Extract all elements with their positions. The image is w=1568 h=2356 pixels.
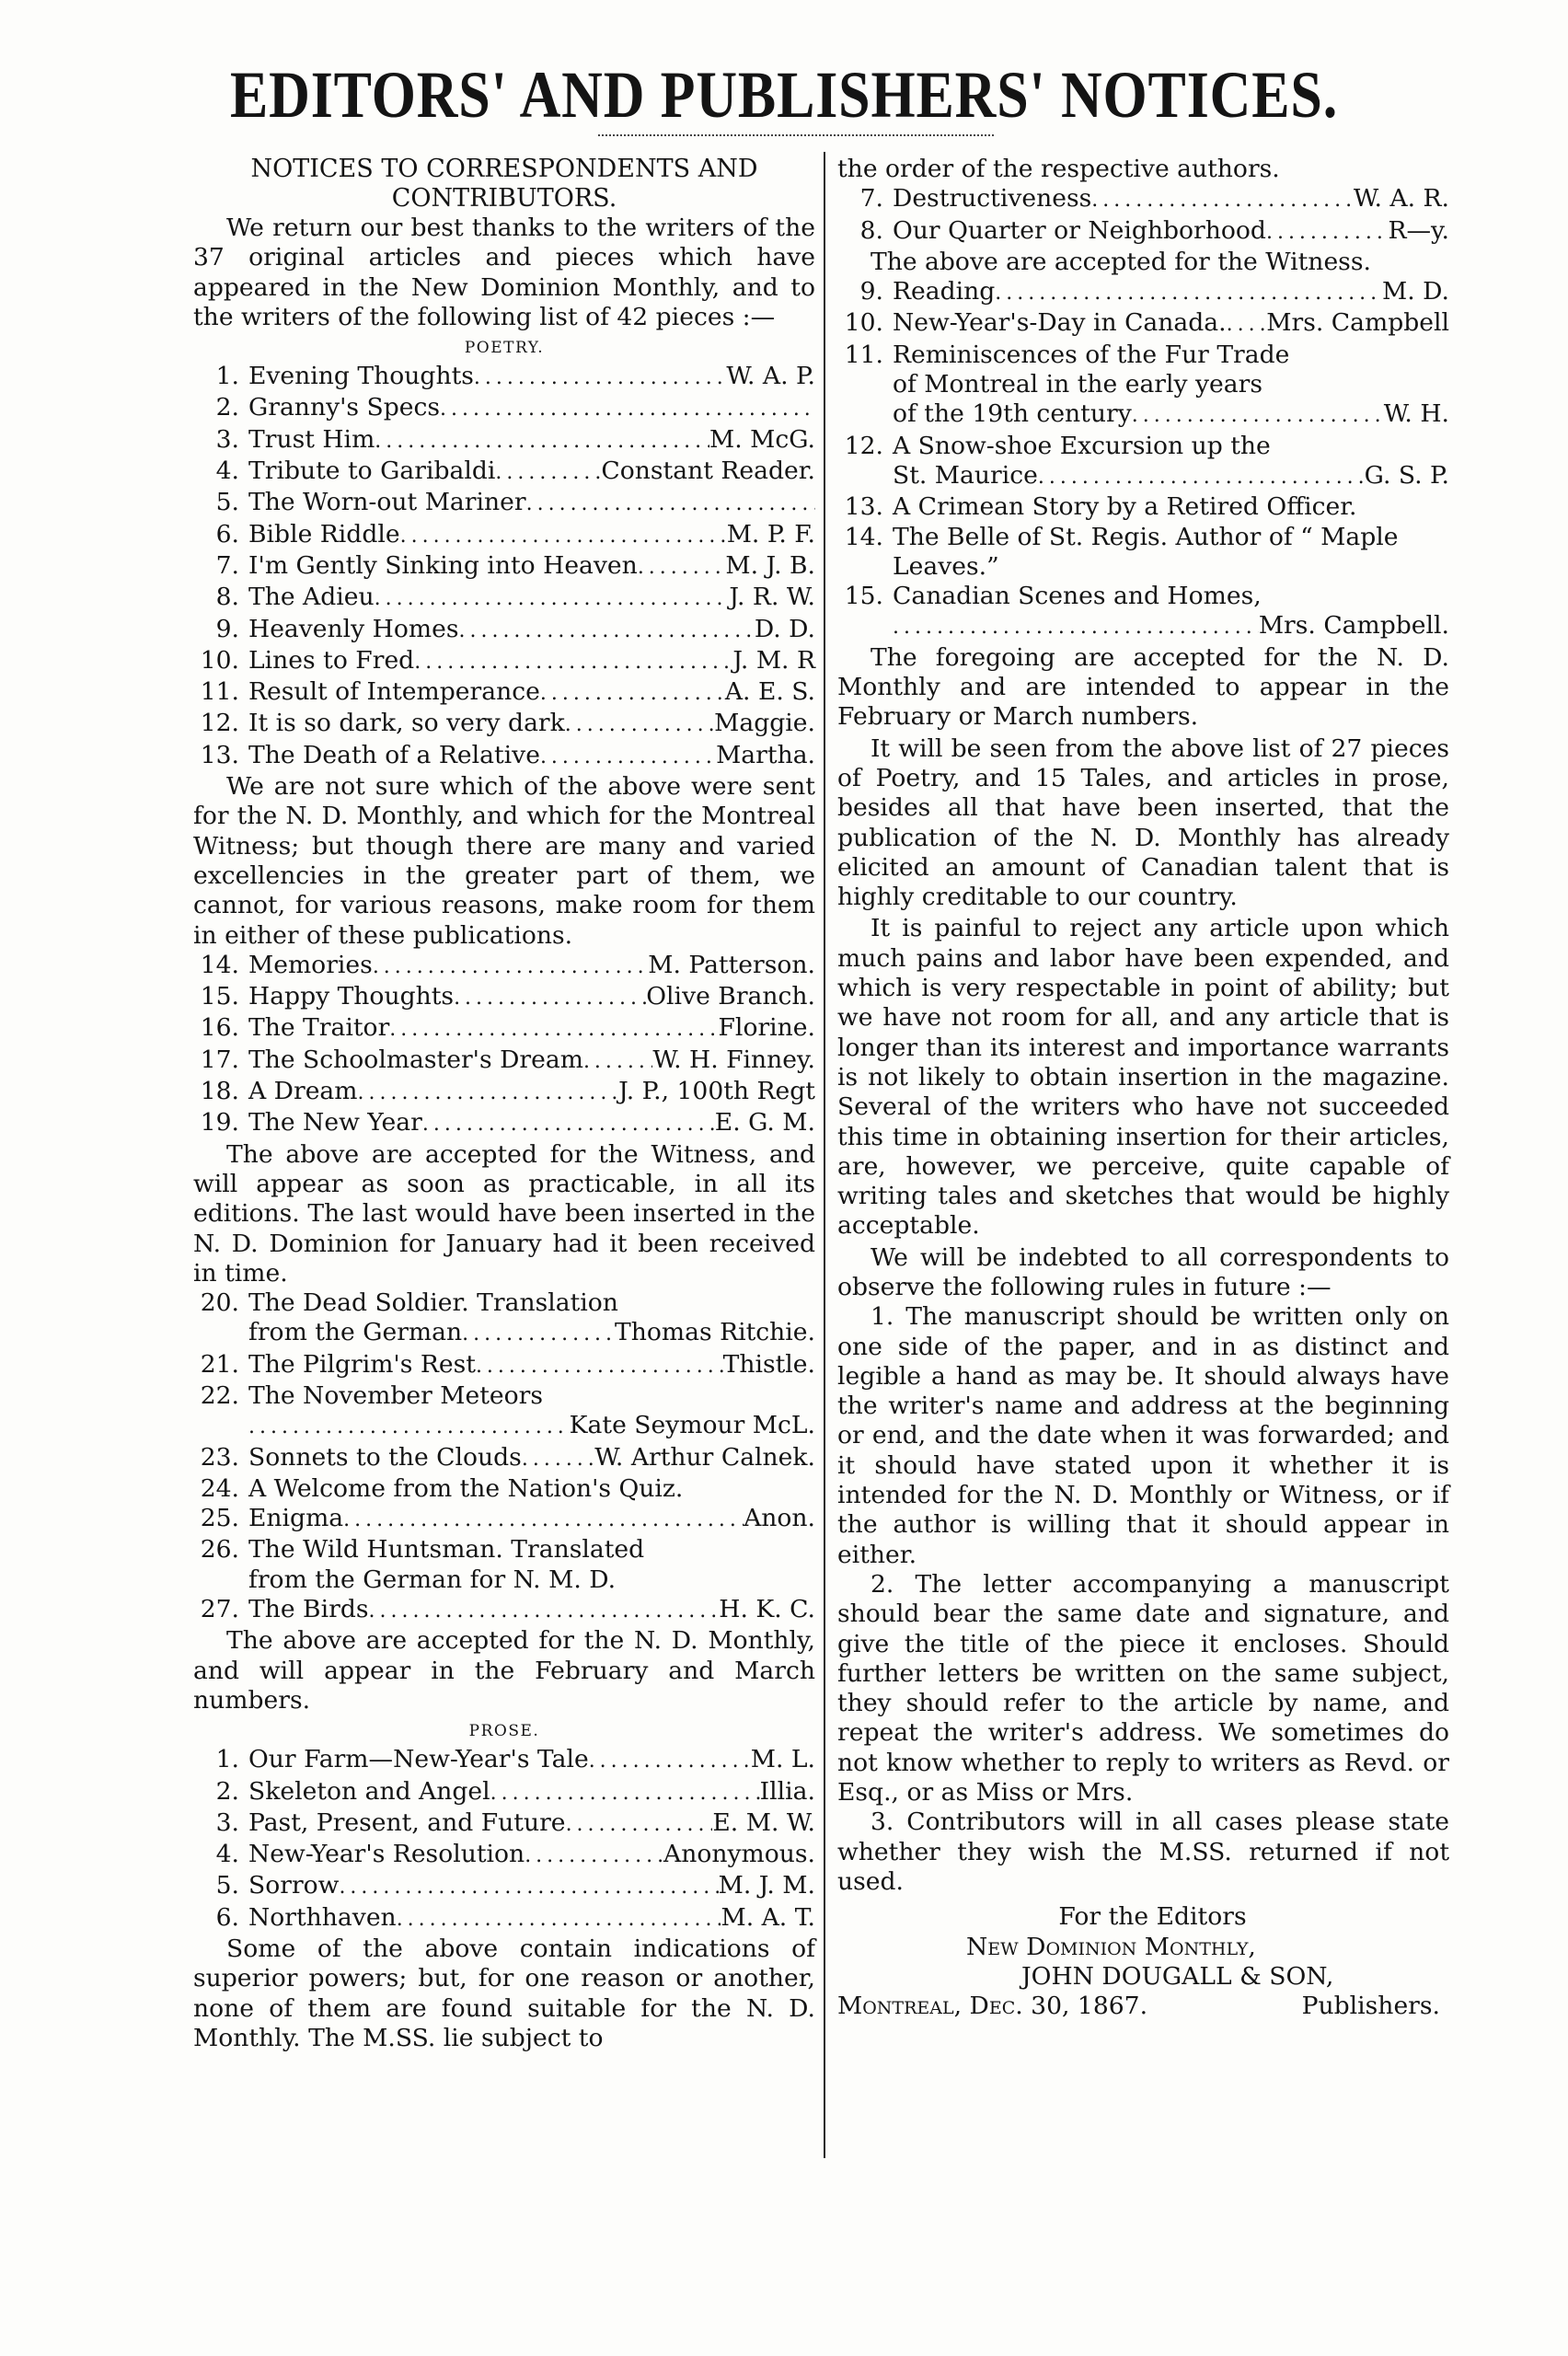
signature-footer <box>837 1992 1449 2021</box>
list-item: 20. The Dead Soldier. Translation <box>200 1288 618 1318</box>
prose-list-continued <box>837 184 1449 248</box>
list-item-cont: ..... Mrs. Campbell. <box>837 611 1449 642</box>
list-item: 9. Reading ..... M. D. <box>837 277 1449 308</box>
list-item: 21. The Pilgrim's Rest ..... Thistle. <box>193 1350 815 1381</box>
list-item: 23. Sonnets to the Clouds ..... W. Arthur Calnek. <box>193 1443 815 1474</box>
list-item: 11. Reminiscences of the Fur Trade <box>844 340 1290 369</box>
rule-3: 3. Contributors will in all cases please state whether they wish the M.SS. returned if not used. <box>837 1807 1449 1896</box>
list-item: 7. I'm Gently Sinking into Heaven ..... M. J. B. <box>193 551 815 583</box>
list-item: 15. Happy Thoughts ..... Olive Branch. <box>193 982 815 1013</box>
section-heading: NOTICES TO CORRESPONDENTS AND CONTRIBUTORS. <box>250 155 758 213</box>
list-item: 22. The November Meteors <box>200 1380 544 1410</box>
paragraph: We will be indebted to all correspondents to observe the following rules in future :— <box>837 1242 1449 1301</box>
list-item-cont: ..... Kate Seymour McL. <box>193 1411 815 1442</box>
paragraph: It will be seen from the above list of 27 pieces of Poetry, and 15 Tales, and articles in prose, besides all that have been inserted, that the publication of the N. D. Monthly has already elicited an amount of Canadian talent that is highly creditable to our country. <box>837 733 1449 912</box>
signature-line: New Dominion Monthly, <box>966 1932 1256 1961</box>
signature-line: JOHN DOUGALL & SON, <box>1021 1961 1334 1991</box>
right-column <box>837 155 1449 2021</box>
list-item: 4. Tribute to Garibaldi ..... Constant Reader. <box>193 456 815 488</box>
rule-1: 1. The manuscript should be written only on one side of the paper, and in as distinct and legible a hand as may be. It should always have the writer's name and address at the beginning or end, and the date when it was forwarded; and it should have stated upon it whether it is intended for the N. D. Monthly or Witness, or if the author is willing that it should appear in either. <box>837 1302 1449 1569</box>
list-item: 12. It is so dark, so very dark ..... Maggie. <box>193 709 815 740</box>
list-item: 3. Past, Present, and Future ..... E. M. W. <box>193 1808 815 1840</box>
signature-line: For the Editors <box>1058 1902 1247 1932</box>
paragraph: The above are accepted for the Witness. <box>870 247 1371 276</box>
rule-2: 2. The letter accompanying a manuscript should bear the same date and signature, and give the title of the piece it encloses. Should further letters be written on the same subject, they should refer to the article by name, and repeat the writer's address. We sometimes do not know whether to reply to writers as Revd. or Esq., or as Miss or Mrs. <box>837 1569 1449 1807</box>
list-item-cont: of Montreal in the early years <box>893 370 1262 399</box>
signature-block <box>837 1902 1449 2021</box>
prose-label: PROSE. <box>468 1722 540 1741</box>
continued-line: the order of the respective authors. <box>837 155 1280 183</box>
paragraph: The foregoing are accepted for the N. D. Monthly and are intended to appear in the February or March numbers. <box>837 642 1449 732</box>
list-item-cont: from the German ..... Thomas Ritchie. <box>193 1318 815 1349</box>
list-item: 26. The Wild Huntsman. Translated <box>200 1535 645 1565</box>
list-item: 27. The Birds ..... H. K. C. <box>193 1595 815 1626</box>
list-item: 25. Enigma ..... Anon. <box>193 1504 815 1535</box>
list-item: 18. A Dream ..... J. P., 100th Regt <box>193 1077 815 1108</box>
list-item: 5. The Worn-out Mariner ..... <box>193 488 815 519</box>
list-item: 6. Northhaven ..... M. A. T. <box>193 1903 815 1934</box>
page-title: EDITORS' AND PUBLISHERS' NOTICES. <box>229 58 1339 132</box>
list-item: 6. Bible Riddle ..... M. P. F. <box>193 520 815 551</box>
list-item-cont: Leaves.” <box>893 551 999 581</box>
list-item: 9. Heavenly Homes ..... D. D. <box>193 615 815 646</box>
list-item: 1. Evening Thoughts ..... W. A. P. <box>193 362 815 393</box>
list-item: 10. Lines to Fred ..... J. M. R <box>193 646 815 677</box>
paragraph: It is painful to reject any article upon which much pains and labor have been expended, and which is very respectable in point of ability; but we have not room for all, and any article that is longer than its interest and importance warrants is not likely to obtain insertion in the magazine. Several of the writers who have not succeeded this time in obtaining insertion for their articles, are, however, we perceive, quite capable of writing tales and sketches that would be highly acceptable. <box>837 914 1449 1241</box>
paragraph: Some of the above contain indications of superior powers; but, for one reason or another, none of them are found suitable for the N. D. Monthly. The M.SS. lie subject to <box>193 1934 815 2052</box>
left-column <box>193 155 815 2053</box>
list-item-cont: St. Maurice ..... G. S. P. <box>837 461 1449 492</box>
list-item: 11. Result of Intemperance ..... A. E. S. <box>193 677 815 709</box>
list-item: 15. Canadian Scenes and Homes, <box>844 582 1262 611</box>
poetry-label: POETRY. <box>464 339 545 358</box>
list-item: 17. The Schoolmaster's Dream ..... W. H. Finney. <box>193 1045 815 1077</box>
list-item: 13. A Crimean Story by a Retired Officer. <box>844 492 1357 522</box>
list-item: 12. A Snow-shoe Excursion up the <box>844 431 1271 460</box>
list-item: 8. Our Quarter or Neighborhood ..... R—y. <box>837 216 1449 248</box>
title-rule <box>598 134 994 136</box>
list-item-cont: from the German for N. M. D. <box>248 1565 617 1594</box>
list-item: 3. Trust Him ..... M. McG. <box>193 425 815 456</box>
list-item: 5. Sorrow ..... M. J. M. <box>193 1871 815 1902</box>
paragraph: We are not sure which of the above were sent for the N. D. Monthly, and which for the Montreal Witness; but though there are many and varied excellencies in the greater part of them, we cannot, for various reasons, make room for them in either of these publications. <box>193 772 815 950</box>
list-item: 10. New-Year's-Day in Canada. ..... Mrs. Campbell <box>837 308 1449 340</box>
list-item: 19. The New Year ..... E. G. M. <box>193 1108 815 1139</box>
list-item: 8. The Adieu ..... J. R. W. <box>193 583 815 614</box>
list-item: 2. Skeleton and Angel ..... Illia. <box>193 1777 815 1808</box>
list-item: 13. The Death of a Relative ..... Martha. <box>193 741 815 772</box>
list-item: 14. The Belle of St. Regis. Author of “ Maple <box>844 522 1399 551</box>
list-item: 24. A Welcome from the Nation's Quiz. <box>200 1473 684 1503</box>
column-divider <box>824 152 825 2158</box>
list-item: 1. Our Farm—New-Year's Tale ..... M. L. <box>193 1745 815 1776</box>
intro-paragraph: We return our best thanks to the writers of the 37 original articles and pieces which have appeared in the New Dominion Monthly, and to the writers of the following list of 42 pieces :— <box>193 214 815 331</box>
list-item: 2. Granny's Specs ..... <box>193 393 815 424</box>
paragraph: The above are accepted for the Witness, and will appear as soon as practicable, in all its editions. The last would have been inserted in the N. D. Dominion for January had it been received in time. <box>193 1139 815 1288</box>
prose-list <box>193 1745 815 1934</box>
list-item: 16. The Traitor ..... Florine. <box>193 1013 815 1045</box>
publishers-label: Publishers. <box>1301 1992 1440 2021</box>
list-item: 7. Destructiveness ..... W. A. R. <box>837 184 1449 215</box>
list-item: 14. Memories ..... M. Patterson. <box>193 951 815 982</box>
poetry-list-c <box>193 1288 815 1626</box>
place-date: Montreal, Dec. 30, 1867. <box>837 1992 1148 2021</box>
prose-list-b <box>837 277 1449 643</box>
poetry-list-b <box>193 951 815 1140</box>
paragraph: The above are accepted for the N. D. Monthly, and will appear in the February and March numbers. <box>193 1626 815 1715</box>
list-item: 4. New-Year's Resolution ..... Anonymous. <box>193 1840 815 1871</box>
poetry-list-a <box>193 362 815 772</box>
list-item-cont: of the 19th century ..... W. H. <box>837 399 1449 431</box>
